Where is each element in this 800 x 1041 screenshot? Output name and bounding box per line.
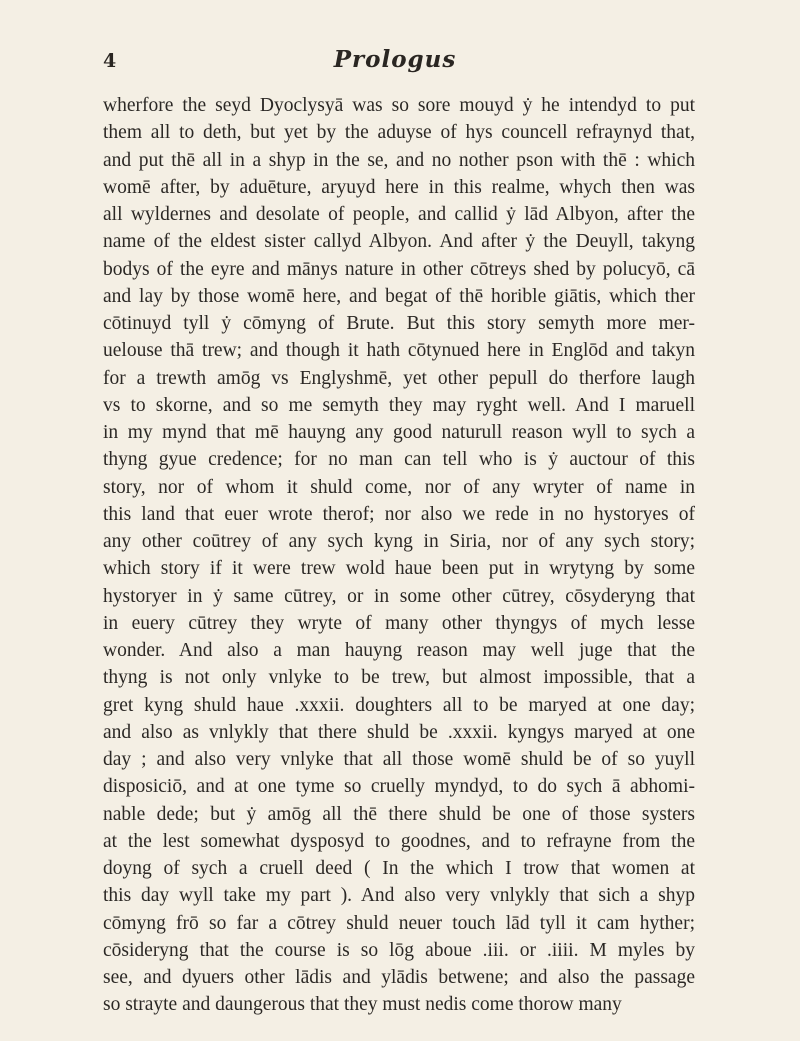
page-number: 4 [103, 50, 117, 72]
running-head [103, 46, 687, 80]
text-line: for a trewth amōg vs Englyshmē, yet other pepull do therfore laugh [103, 367, 695, 389]
text-line: thyng is not only vnlyke to be trew, but almost impossible, that a [103, 667, 695, 689]
text-line: name of the eldest sister callyd Albyon. And after ẏ the Deuyll, takyng [103, 231, 695, 253]
text-line: them all to deth, but yet by the aduyse of hys councell refraynyd that, [103, 122, 695, 144]
text-line: thyng gyue credence; for no man can tell who is ẏ auctour of this [103, 449, 695, 471]
text-line: doyng of sych a cruell deed ( In the which I trow that women at [103, 858, 695, 879]
text-line: in my mynd that mē hauyng any good naturull reason wyll to sych a [103, 422, 695, 443]
text-line: this day wyll take my part ). And also very vnlykly that sich a shyp [103, 885, 695, 907]
text-line: nable dede; but ẏ amōg all thē there shuld be one of those systers [103, 803, 695, 825]
text-line: hystoryer in ẏ same cūtrey, or in some other cūtrey, cōsyderyng that [103, 585, 695, 607]
text-line: see, and dyuers other lādis and ylādis betwene; and also the passage [103, 967, 695, 988]
text-line: vs to skorne, and so me semyth they may ryght well. And I maruell [103, 394, 695, 416]
text-line: cōtinuyd tyll ẏ cōmyng of Brute. But this story semyth more mer- [103, 313, 695, 334]
text-line: in euery cūtrey they wryte of many other thyngys of mych lesse [103, 612, 695, 634]
text-line: and put thē all in a shyp in the se, and no nother pson with thē : which [103, 149, 695, 171]
text-line: cōmyng frō so far a cōtrey shuld neuer touch lād tyll it cam hyther; [103, 912, 695, 934]
text-line: day ; and also very vnlyke that all those womē shuld be of so yuyll [103, 749, 695, 770]
text-line: all wyldernes and desolate of people, and callid ẏ lād Albyon, after the [103, 204, 695, 225]
text-line: uelouse thā trew; and though it hath cōtynued here in Englōd and takyn [103, 340, 695, 362]
text-line: cōsideryng that the course is so lōg aboue .iii. or .iiii. M myles by [103, 939, 695, 961]
text-line: wherfore the seyd Dyoclysyā was so sore mouyd ẏ he intendyd to put [103, 95, 695, 116]
text-line: wonder. And also a man hauyng reason may well juge that the [103, 640, 695, 661]
text-line: gret kyng shuld haue .xxxii. doughters all to be maryed at one day; [103, 694, 695, 716]
text-line: disposiciō, and at one tyme so cruelly myndyd, to do sych ā abhomi- [103, 776, 695, 798]
body-text [103, 92, 695, 1019]
text-line: at the lest somewhat dysposyd to goodnes, and to refrayne from the [103, 830, 695, 852]
text-line: which story if it were trew wold haue been put in wrytyng by some [103, 558, 695, 580]
text-line: and lay by those womē here, and begat of thē horible giātis, which ther [103, 285, 695, 307]
text-line: bodys of the eyre and mānys nature in other cōtreys shed by polucyō, cā [103, 258, 695, 280]
running-title: Prologus [333, 46, 457, 73]
text-line: any other coūtrey of any sych kyng in Siria, nor of any sych story; [103, 531, 695, 552]
text-line: so strayte and daungerous that they must nedis come thorow many [103, 994, 622, 1016]
text-line: story, nor of whom it shuld come, nor of any wryter of name in [103, 476, 695, 498]
text-line: womē after, by aduēture, aryuyd here in this realme, whych then was [103, 176, 695, 198]
text-line: and also as vnlykly that there shuld be .xxxii. kyngys maryed at one [103, 721, 695, 743]
text-line: this land that euer wrote therof; nor also we rede in no hystoryes of [103, 503, 695, 525]
